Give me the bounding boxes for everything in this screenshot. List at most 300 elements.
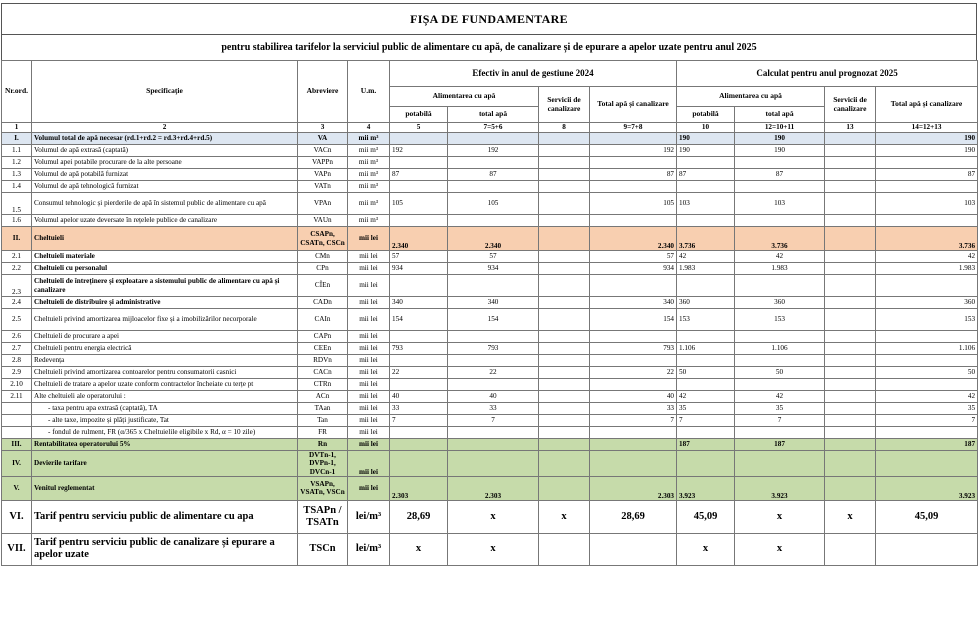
val-total-apa-2024: x [448, 500, 539, 533]
col-index: 4 [348, 123, 390, 133]
val-canal-2025 [825, 193, 876, 215]
row-specification: Cheltuieli pentru energia electrică [32, 343, 298, 355]
table-row [2, 309, 978, 331]
row-abbreviation: TAan [298, 403, 348, 415]
val-total-2024: 57 [590, 251, 677, 263]
val-total-2024: 87 [590, 169, 677, 181]
val-total-2024 [590, 451, 677, 477]
val-canal-2025 [825, 309, 876, 331]
row-unit: mii lei [348, 309, 390, 331]
val-total-2025: 360 [876, 297, 978, 309]
val-potabila-2024 [390, 181, 448, 193]
row-specification: Rentabilitatea operatorului 5% [32, 439, 298, 451]
val-total-apa-2025 [735, 427, 825, 439]
table-row [2, 427, 978, 439]
val-total-apa-2024 [448, 355, 539, 367]
row-unit: lei/m³ [348, 500, 390, 533]
row-abbreviation: CPn [298, 263, 348, 275]
row-unit: mii lei [348, 251, 390, 263]
row-unit: lei/m³ [348, 533, 390, 565]
row-unit: mii lei [348, 415, 390, 427]
val-canal-2025 [825, 263, 876, 275]
row-specification: Redevența [32, 355, 298, 367]
row-abbreviation: FR [298, 427, 348, 439]
val-total-2024 [590, 379, 677, 391]
val-canal-2024 [539, 367, 590, 379]
subheader-potabila-2024: potabilă [390, 107, 448, 123]
row-specification: Cheltuieli de distribuire și administrative [32, 297, 298, 309]
val-canal-2024 [539, 403, 590, 415]
val-total-apa-2024 [448, 157, 539, 169]
val-potabila-2024: 7 [390, 415, 448, 427]
val-canal-2024 [539, 193, 590, 215]
val-total-apa-2025 [735, 451, 825, 477]
row-number: 1.3 [2, 169, 32, 181]
table-row [2, 331, 978, 343]
table-row [2, 275, 978, 297]
val-canal-2025 [825, 355, 876, 367]
row-abbreviation: VPAn [298, 193, 348, 215]
val-potabila-2024: 105 [390, 193, 448, 215]
row-unit: mii m³ [348, 169, 390, 181]
row-abbreviation: DVTn-1, DVPn-1, DVCn-1 [298, 451, 348, 477]
row-abbreviation: VAPn [298, 169, 348, 181]
val-total-apa-2024 [448, 427, 539, 439]
val-canal-2025 [825, 251, 876, 263]
table-row [2, 476, 978, 500]
row-unit: mii m³ [348, 181, 390, 193]
row-specification: Cheltuieli materiale [32, 251, 298, 263]
val-canal-2024: x [539, 500, 590, 533]
val-potabila-2024: 40 [390, 391, 448, 403]
val-canal-2024 [539, 533, 590, 565]
row-number: 2.8 [2, 355, 32, 367]
table-row [2, 379, 978, 391]
row-specification: Cheltuieli cu personalul [32, 263, 298, 275]
val-total-apa-2024: x [448, 533, 539, 565]
val-total-apa-2024 [448, 451, 539, 477]
row-number: VII. [2, 533, 32, 565]
val-potabila-2025: 1.106 [677, 343, 735, 355]
val-total-2025 [876, 533, 978, 565]
subheader-canal-2024: Servicii de canalizare [539, 87, 590, 123]
val-potabila-2024 [390, 215, 448, 227]
row-number [2, 415, 32, 427]
val-canal-2025 [825, 331, 876, 343]
table-row [2, 145, 978, 157]
row-specification: Cheltuieli de tratare a apelor uzate conform contractelor încheiate cu terțe pt [32, 379, 298, 391]
row-number: 2.10 [2, 379, 32, 391]
row-abbreviation: CADn [298, 297, 348, 309]
table-row [2, 193, 978, 215]
val-total-2025: 42 [876, 251, 978, 263]
val-canal-2024 [539, 476, 590, 500]
val-total-apa-2025: 87 [735, 169, 825, 181]
val-potabila-2025 [677, 331, 735, 343]
val-potabila-2025: 45,09 [677, 500, 735, 533]
val-total-2024 [590, 181, 677, 193]
val-potabila-2025: 103 [677, 193, 735, 215]
row-number: 1.1 [2, 145, 32, 157]
subheader-total-2024: Total apă și canalizare [590, 87, 677, 123]
val-canal-2025 [825, 451, 876, 477]
row-number [2, 403, 32, 415]
val-potabila-2024 [390, 379, 448, 391]
val-potabila-2025: 35 [677, 403, 735, 415]
row-unit: mii lei [348, 379, 390, 391]
val-canal-2024 [539, 227, 590, 251]
sheet-title: FIȘA DE FUNDAMENTARE [410, 12, 568, 26]
val-total-apa-2025: 187 [735, 439, 825, 451]
val-canal-2024 [539, 391, 590, 403]
val-total-2024 [590, 275, 677, 297]
val-total-apa-2024: 105 [448, 193, 539, 215]
val-potabila-2025 [677, 181, 735, 193]
row-abbreviation: CMn [298, 251, 348, 263]
val-canal-2024 [539, 343, 590, 355]
val-potabila-2025: x [677, 533, 735, 565]
val-canal-2025 [825, 215, 876, 227]
row-specification: Venitul reglementat [32, 476, 298, 500]
val-canal-2025 [825, 227, 876, 251]
table-row [2, 343, 978, 355]
val-total-apa-2024: 33 [448, 403, 539, 415]
table-row [2, 215, 978, 227]
row-unit: mii lei [348, 343, 390, 355]
val-total-apa-2025: 360 [735, 297, 825, 309]
val-potabila-2025: 190 [677, 145, 735, 157]
val-total-2025: 190 [876, 133, 978, 145]
row-specification: Volumul de apă extrasă (captată) [32, 145, 298, 157]
row-number: 2.2 [2, 263, 32, 275]
val-canal-2024 [539, 157, 590, 169]
row-abbreviation: VA [298, 133, 348, 145]
val-potabila-2024: 57 [390, 251, 448, 263]
val-canal-2025 [825, 275, 876, 297]
val-potabila-2024: 2.340 [390, 227, 448, 251]
table-row [2, 157, 978, 169]
val-total-2024: 7 [590, 415, 677, 427]
val-canal-2025 [825, 427, 876, 439]
val-total-apa-2025: 1.983 [735, 263, 825, 275]
col-index: 3 [298, 123, 348, 133]
row-specification: Volumul apei potabile procurare de la alte persoane [32, 157, 298, 169]
val-potabila-2024 [390, 157, 448, 169]
row-unit: mii lei [348, 427, 390, 439]
col-index: 14=12+13 [876, 123, 978, 133]
val-potabila-2025: 153 [677, 309, 735, 331]
val-canal-2024 [539, 451, 590, 477]
val-total-apa-2025: x [735, 533, 825, 565]
val-potabila-2024: 33 [390, 403, 448, 415]
val-total-apa-2025 [735, 181, 825, 193]
val-potabila-2024: 793 [390, 343, 448, 355]
val-total-2025: 103 [876, 193, 978, 215]
row-unit: mii m³ [348, 157, 390, 169]
val-total-2024: 22 [590, 367, 677, 379]
val-potabila-2024: 154 [390, 309, 448, 331]
val-total-2025 [876, 451, 978, 477]
val-potabila-2024: 22 [390, 367, 448, 379]
row-specification: Tarif pentru serviciu public de canalizare și epurare a apelor uzate [32, 533, 298, 565]
subheader-alim-2024: Alimentarea cu apă [390, 87, 539, 107]
val-total-apa-2025: 190 [735, 145, 825, 157]
val-potabila-2025: 87 [677, 169, 735, 181]
val-potabila-2025: 1.983 [677, 263, 735, 275]
row-specification: - alte taxe, impozite și plăți justificate, Tat [32, 415, 298, 427]
val-total-2024: 105 [590, 193, 677, 215]
val-total-2025: 187 [876, 439, 978, 451]
table-row [2, 403, 978, 415]
table-row [2, 251, 978, 263]
row-abbreviation: Tan [298, 415, 348, 427]
table-row [2, 451, 978, 477]
val-potabila-2025: 190 [677, 133, 735, 145]
val-canal-2024 [539, 133, 590, 145]
val-potabila-2024 [390, 275, 448, 297]
val-total-apa-2024: 22 [448, 367, 539, 379]
col-index: 9=7+8 [590, 123, 677, 133]
table-row [2, 439, 978, 451]
table-row [2, 533, 978, 565]
row-unit: mii lei [348, 391, 390, 403]
col-header-nr: Nr.ord. [2, 61, 32, 123]
val-total-apa-2024: 2.303 [448, 476, 539, 500]
val-canal-2024 [539, 355, 590, 367]
val-total-2025: 7 [876, 415, 978, 427]
val-canal-2025 [825, 391, 876, 403]
val-total-apa-2025 [735, 331, 825, 343]
val-total-2025: 153 [876, 309, 978, 331]
val-total-2024: 28,69 [590, 500, 677, 533]
val-total-2024: 33 [590, 403, 677, 415]
val-potabila-2024: 934 [390, 263, 448, 275]
row-number: I. [2, 133, 32, 145]
val-potabila-2025 [677, 451, 735, 477]
val-total-2025: 35 [876, 403, 978, 415]
val-total-2025: 3.923 [876, 476, 978, 500]
row-number: 2.6 [2, 331, 32, 343]
val-total-2024: 154 [590, 309, 677, 331]
val-total-apa-2025: 35 [735, 403, 825, 415]
row-abbreviation: CAIn [298, 309, 348, 331]
val-canal-2024 [539, 331, 590, 343]
val-potabila-2025: 42 [677, 251, 735, 263]
val-potabila-2025 [677, 355, 735, 367]
row-abbreviation: TSAPn / TSATn [298, 500, 348, 533]
val-total-apa-2025: 42 [735, 251, 825, 263]
val-canal-2025 [825, 181, 876, 193]
row-number: 2.5 [2, 309, 32, 331]
row-specification: Devierile tarifare [32, 451, 298, 477]
row-unit: mii lei [348, 275, 390, 297]
val-canal-2025 [825, 297, 876, 309]
subheader-total-apa-2024: total apă [448, 107, 539, 123]
table-row [2, 367, 978, 379]
val-total-apa-2025: 1.106 [735, 343, 825, 355]
col-index: 5 [390, 123, 448, 133]
val-total-apa-2024: 57 [448, 251, 539, 263]
val-potabila-2024: 28,69 [390, 500, 448, 533]
subheader-potabila-2025: potabilă [677, 107, 735, 123]
row-specification: - taxa pentru apa extrasă (captată), TA [32, 403, 298, 415]
val-total-apa-2024 [448, 275, 539, 297]
val-potabila-2025: 360 [677, 297, 735, 309]
val-total-apa-2024: 2.340 [448, 227, 539, 251]
col-index: 7=5+6 [448, 123, 539, 133]
row-number: 2.1 [2, 251, 32, 263]
subheader-total-2025: Total apă și canalizare [876, 87, 978, 123]
row-unit: mii lei [348, 297, 390, 309]
val-canal-2025 [825, 476, 876, 500]
val-total-2024: 40 [590, 391, 677, 403]
val-total-2024: 340 [590, 297, 677, 309]
row-abbreviation: CTRn [298, 379, 348, 391]
val-total-apa-2025: 153 [735, 309, 825, 331]
subheader-alim-2025: Alimentarea cu apă [677, 87, 825, 107]
row-abbreviation: CAPn [298, 331, 348, 343]
val-potabila-2025 [677, 215, 735, 227]
table-row [2, 181, 978, 193]
row-number: 1.2 [2, 157, 32, 169]
val-total-apa-2024: 87 [448, 169, 539, 181]
val-total-apa-2024: 340 [448, 297, 539, 309]
col-index: 8 [539, 123, 590, 133]
row-unit: mii lei [348, 476, 390, 500]
val-canal-2024 [539, 415, 590, 427]
val-total-apa-2025: 190 [735, 133, 825, 145]
subheader-total-apa-2025: total apă [735, 107, 825, 123]
row-number: 2.4 [2, 297, 32, 309]
col-index: 12=10+11 [735, 123, 825, 133]
row-unit: mii lei [348, 403, 390, 415]
row-specification: Consumul tehnologic și pierderile de apă în sistemul public de alimentare cu apă [32, 193, 298, 215]
table-row [2, 415, 978, 427]
column-index-row [2, 123, 978, 133]
row-abbreviation: CACn [298, 367, 348, 379]
val-canal-2025 [825, 133, 876, 145]
val-canal-2025 [825, 533, 876, 565]
val-total-apa-2025 [735, 157, 825, 169]
table-row [2, 227, 978, 251]
row-specification: Volumul apelor uzate deversate în rețelele publice de canalizare [32, 215, 298, 227]
val-potabila-2025: 187 [677, 439, 735, 451]
val-total-2025: 190 [876, 145, 978, 157]
row-abbreviation: CÎEn [298, 275, 348, 297]
row-number: III. [2, 439, 32, 451]
val-potabila-2025: 7 [677, 415, 735, 427]
row-unit: mii m³ [348, 145, 390, 157]
val-total-apa-2025 [735, 275, 825, 297]
row-unit: mii lei [348, 451, 390, 477]
row-specification: Cheltuieli [32, 227, 298, 251]
row-specification: Cheltuieli de procurare a apei [32, 331, 298, 343]
val-total-2025 [876, 331, 978, 343]
val-potabila-2025: 3.923 [677, 476, 735, 500]
val-total-2024 [590, 331, 677, 343]
val-potabila-2024: 192 [390, 145, 448, 157]
table-body [2, 133, 978, 566]
val-potabila-2024: x [390, 533, 448, 565]
row-specification: Cheltuieli privind amortizarea contoarelor pentru consumatorii casnici [32, 367, 298, 379]
col-header-abrev: Abreviere [298, 61, 348, 123]
val-potabila-2025: 42 [677, 391, 735, 403]
row-abbreviation: VACn [298, 145, 348, 157]
val-total-apa-2025: 50 [735, 367, 825, 379]
row-unit: mii lei [348, 355, 390, 367]
val-total-2025 [876, 181, 978, 193]
row-number: 1.6 [2, 215, 32, 227]
val-potabila-2024 [390, 355, 448, 367]
val-potabila-2025 [677, 379, 735, 391]
val-total-apa-2024 [448, 439, 539, 451]
col-header-um: U.m. [348, 61, 390, 123]
val-potabila-2025 [677, 157, 735, 169]
table-row [2, 297, 978, 309]
row-specification: Alte cheltuieli ale operatorului : [32, 391, 298, 403]
val-canal-2024 [539, 251, 590, 263]
val-canal-2025 [825, 415, 876, 427]
val-potabila-2024 [390, 331, 448, 343]
val-canal-2024 [539, 427, 590, 439]
val-total-2024: 2.303 [590, 476, 677, 500]
row-unit: mii lei [348, 367, 390, 379]
row-specification: Volumul de apă tehnologică furnizat [32, 181, 298, 193]
row-number: 2.3 [2, 275, 32, 297]
val-total-2025: 50 [876, 367, 978, 379]
val-total-2024 [590, 427, 677, 439]
row-number: 2.9 [2, 367, 32, 379]
col-index: 10 [677, 123, 735, 133]
val-potabila-2024: 87 [390, 169, 448, 181]
row-abbreviation: VATn [298, 181, 348, 193]
sheet-subtitle: pentru stabilirea tarifelor la serviciul public de alimentare cu apă, de canalizare și de epurare a apelor uzate pentru anul 2025 [2, 34, 976, 60]
row-number: II. [2, 227, 32, 251]
row-abbreviation: CEEn [298, 343, 348, 355]
val-potabila-2025: 50 [677, 367, 735, 379]
sheet-header [1, 3, 977, 60]
val-potabila-2024 [390, 427, 448, 439]
table-row [2, 263, 978, 275]
val-canal-2025: x [825, 500, 876, 533]
val-potabila-2025 [677, 275, 735, 297]
row-abbreviation: VAUn [298, 215, 348, 227]
col-index: 13 [825, 123, 876, 133]
subheader-canal-2025: Servicii de canalizare [825, 87, 876, 123]
val-total-2025: 42 [876, 391, 978, 403]
fundamentation-sheet [1, 3, 977, 566]
row-unit: mii lei [348, 263, 390, 275]
val-total-2024: 793 [590, 343, 677, 355]
val-total-2024 [590, 157, 677, 169]
val-potabila-2024 [390, 439, 448, 451]
val-potabila-2024: 340 [390, 297, 448, 309]
val-total-2024 [590, 215, 677, 227]
val-total-apa-2024 [448, 379, 539, 391]
row-abbreviation: Rn [298, 439, 348, 451]
val-total-2025: 1.983 [876, 263, 978, 275]
val-canal-2025 [825, 439, 876, 451]
val-total-2025 [876, 355, 978, 367]
row-specification: Volumul de apă potabilă furnizat [32, 169, 298, 181]
val-total-2025 [876, 427, 978, 439]
val-total-apa-2025 [735, 355, 825, 367]
val-canal-2024 [539, 379, 590, 391]
val-total-2025: 3.736 [876, 227, 978, 251]
col-index: 1 [2, 123, 32, 133]
val-canal-2024 [539, 263, 590, 275]
val-total-apa-2025: x [735, 500, 825, 533]
